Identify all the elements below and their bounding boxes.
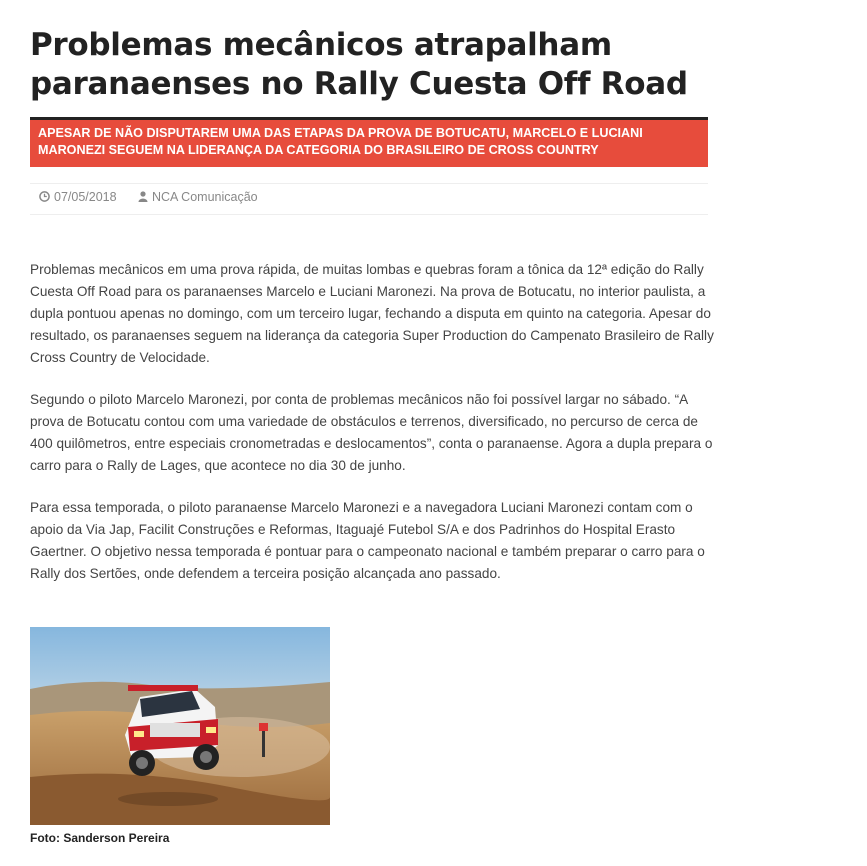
article-paragraph-3: Para essa temporada, o piloto paranaense Marcelo Maronezi e a navegadora Luciani Maronezi contam com o apoio da Via Jap, Facilit Construções e Reformas, Itaguajé Futebol S/A e dos Padrinhos do Hospital Erasto Gaertner. O objetivo nessa temporada é pontuar para o campeonato nacional e também preparar o carro para o Rally dos Sertões, onde defendem a terceira posição alcançada ano passado. bbox=[30, 500, 705, 581]
article-subtitle: APESAR DE NÃO DISPUTAREM UMA DAS ETAPAS DA PROVA DE BOTUCATU, MARCELO E LUCIANI MARONEZI SEGUEM NA LIDERANÇA DA CATEGORIA DO BRASILEIRO DE CROSS COUNTRY bbox=[30, 120, 708, 167]
article-photo bbox=[30, 627, 330, 825]
article-author[interactable]: NCA Comunicação bbox=[152, 190, 258, 204]
author-meta[interactable] bbox=[138, 190, 258, 204]
user-icon bbox=[138, 191, 148, 202]
clock-icon bbox=[39, 191, 50, 202]
article-paragraph-1: Problemas mecânicos em uma prova rápida, de muitas lombas e quebras foram a tônica da 12ª edição do Rally Cuesta Off Road para os paranaenses Marcelo e Luciani Maronezi. Na prova de Botucatu, no interior paulista, a dupla pontuou apenas no domingo, com um terceiro lugar, fechando a disputa em quinto na categoria. Apesar do resultado, os paranaenses seguem na liderança da categoria Super Production do Campenato Brasileiro de Rally Cross Country de Velocidade. bbox=[30, 262, 714, 365]
article-paragraph-2: Segundo o piloto Marcelo Maronezi, por conta de problemas mecânicos não foi possível largar no sábado. “A prova de Botucatu contou com uma variedade de obstáculos e terrenos, diversificado, no percurso de cerca de 400 quilômetros, entre especiais cronometradas e deslocamentos”, conta o paranaense. Agora a dupla prepara o carro para o Rally de Lages, que acontece no dia 30 de junho. bbox=[30, 392, 713, 473]
article-date: 07/05/2018 bbox=[54, 190, 117, 204]
article-meta bbox=[30, 183, 708, 215]
photo-caption: Foto: Sanderson Pereira bbox=[30, 831, 170, 845]
date-meta bbox=[39, 190, 117, 204]
article-title: Problemas mecânicos atrapalham paranaenses no Rally Cuesta Off Road bbox=[30, 27, 688, 102]
